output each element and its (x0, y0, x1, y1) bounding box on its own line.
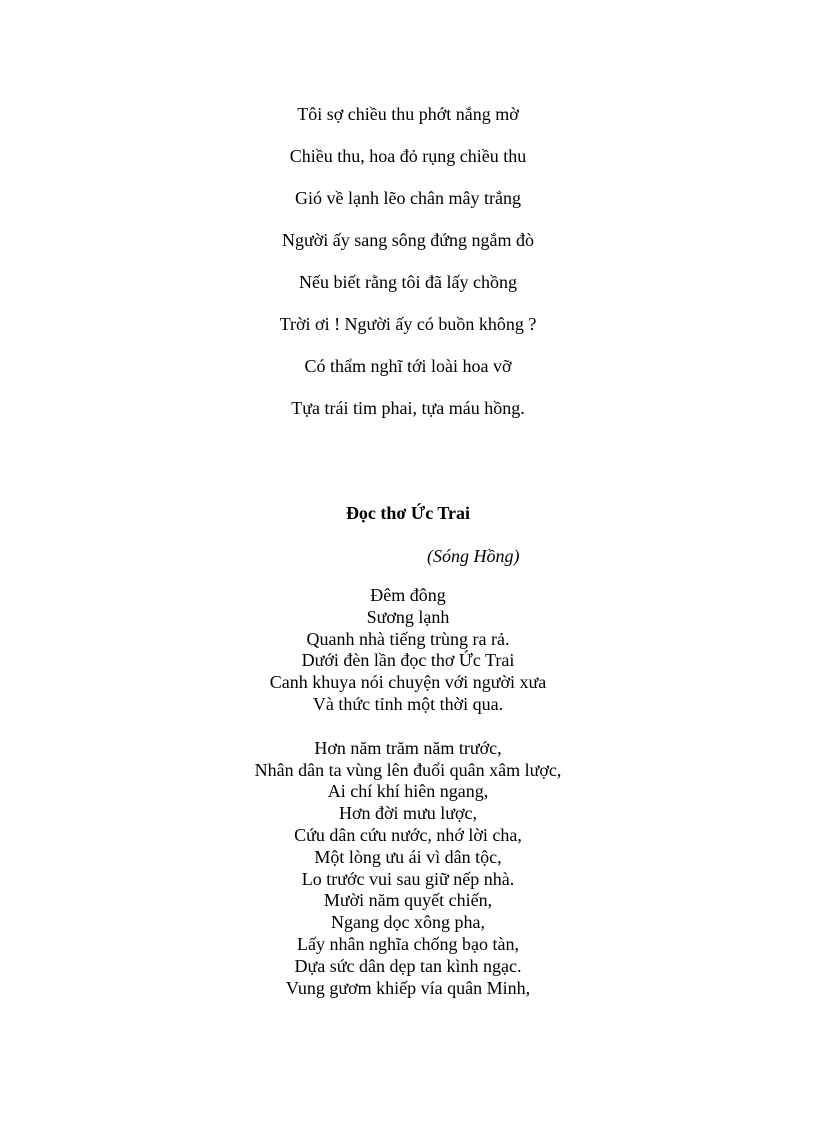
stanza-divider (0, 716, 816, 738)
poem-line: Người ấy sang sông đứng ngắm đò (281, 230, 534, 250)
poem-line: Nhân dân ta vùng lên đuổi quân xâm lược, (254, 759, 562, 780)
poem-line: Trời ơi ! Người ấy có buồn không ? (279, 314, 537, 334)
poem-line: Nếu biết rằng tôi đã lấy chồng (299, 272, 517, 292)
poem-line: Ngang dọc xông pha, (331, 912, 485, 933)
poem-line: Quanh nhà tiếng trùng ra rả. (306, 628, 510, 649)
poem-line: Và thức tỉnh một thời qua. (312, 693, 504, 714)
poem-line: Canh khuya nói chuyện với người xưa (269, 672, 547, 693)
poem-line: Đêm đông (370, 585, 446, 605)
poem-line: Một lòng ưu ái vì dân tộc, (314, 846, 502, 867)
poem-line: Ai chí khí hiên ngang, (327, 781, 489, 802)
poem-author: (Sóng Hồng) (427, 546, 520, 566)
poem-line: Dưới đèn lần đọc thơ Ức Trai (301, 650, 515, 671)
poem-line: Vung gươm khiếp vía quân Minh, (285, 977, 531, 998)
poem-line: Tôi sợ chiều thu phớt nắng mờ (297, 104, 519, 124)
poem-title: Đọc thơ Ức Trai (345, 503, 471, 523)
poem-second (0, 585, 816, 999)
poem-line: Cứu dân cứu nước, nhớ lời cha, (294, 824, 522, 845)
poem-line: Chiều thu, hoa đỏ rụng chiều thu (289, 146, 527, 166)
poem-line: Gió về lạnh lẽo chân mây trắng (295, 188, 521, 208)
poem-line: Lo trước vui sau giữ nếp nhà. (301, 868, 515, 889)
poem-line: Hơn năm trăm năm trước, (314, 737, 502, 758)
poem-line: Có thẩm nghĩ tới loài hoa vỡ (304, 356, 512, 376)
poem-line: Sương lạnh (366, 606, 450, 627)
poem-line: Mười năm quyết chiến, (323, 890, 493, 911)
poem-first (0, 100, 816, 436)
poem-line: Tựa trái tim phai, tựa máu hồng. (291, 398, 525, 418)
poem-line: Dựa sức dân dẹp tan kình ngạc. (294, 955, 522, 976)
poem-line: Hơn đời mưu lược, (338, 803, 478, 824)
poem-line: Lấy nhân nghĩa chống bạo tàn, (297, 933, 519, 954)
